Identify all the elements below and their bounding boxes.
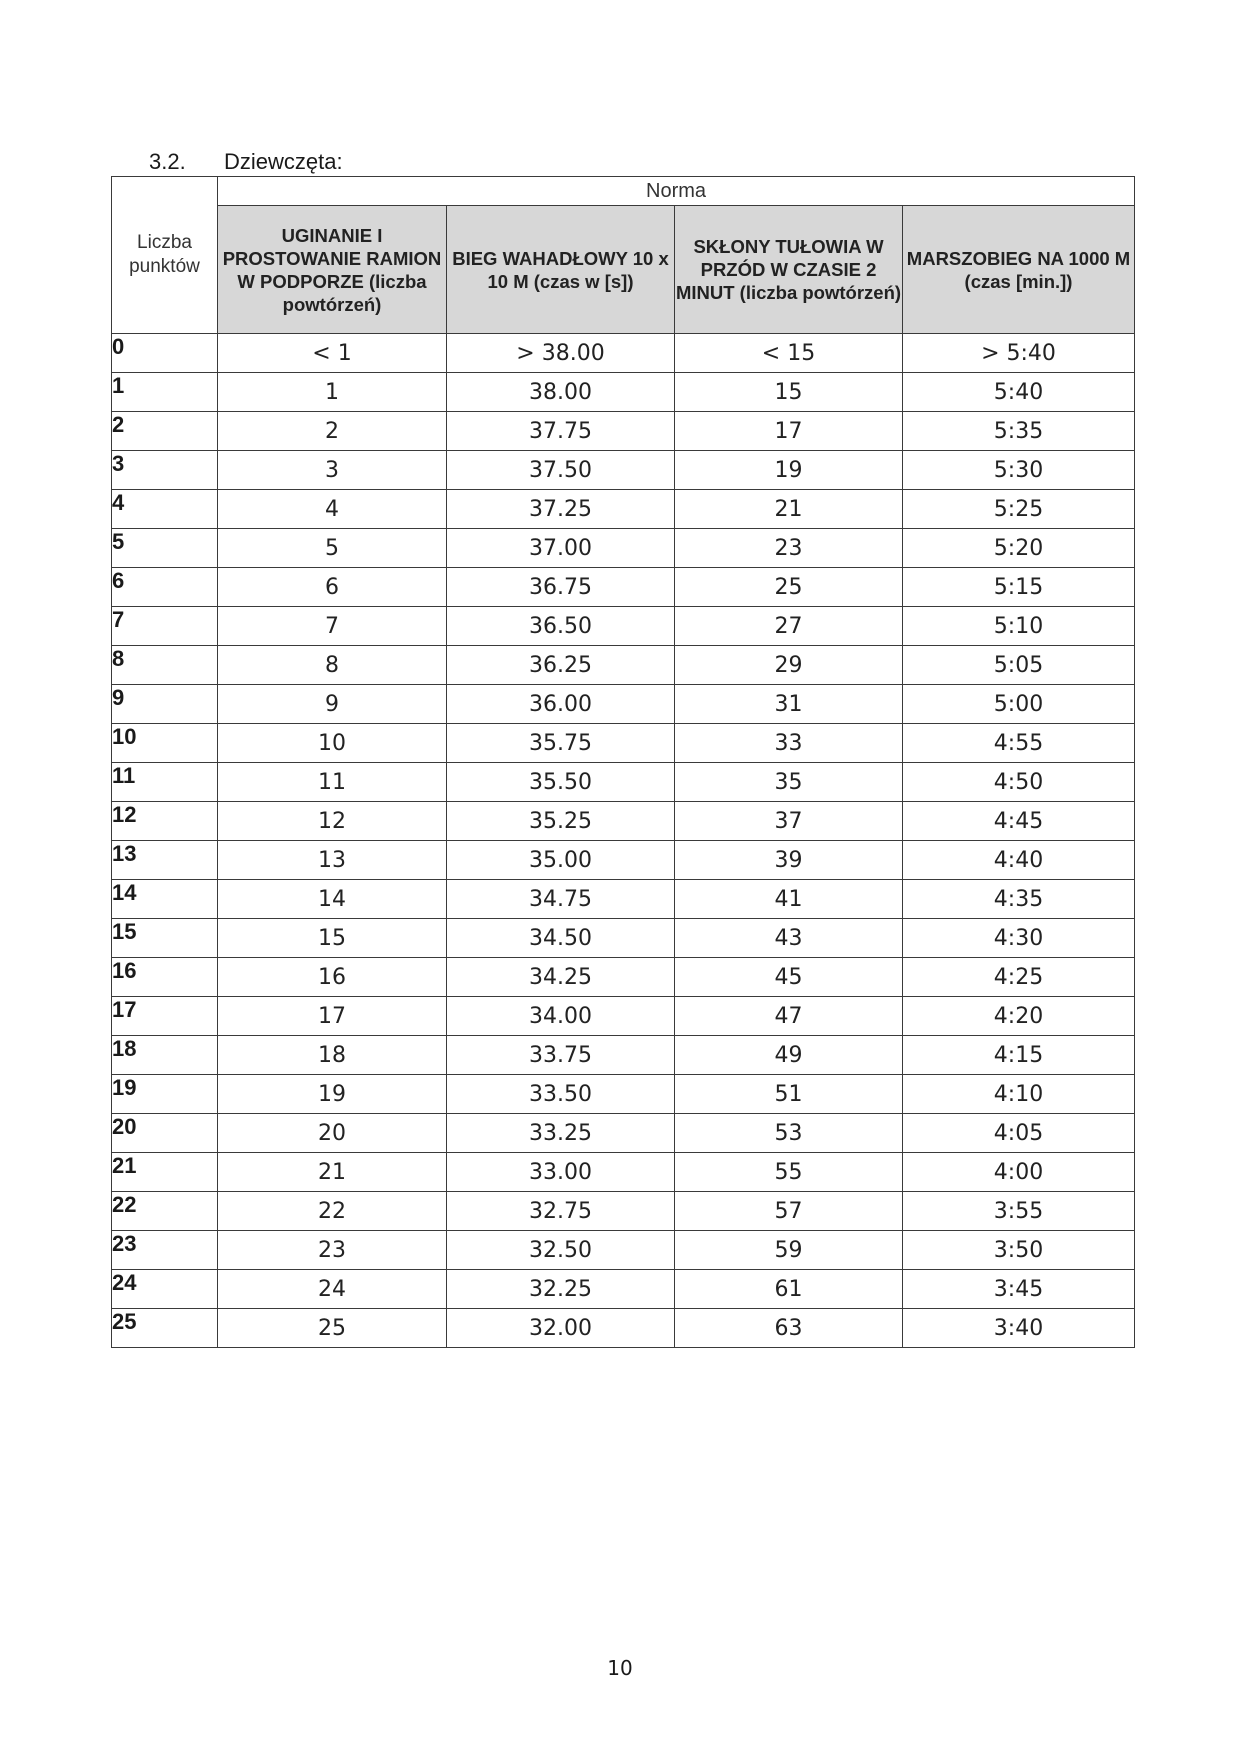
section-number: 3.2.	[149, 149, 186, 174]
table-column-header-row	[112, 206, 1135, 334]
points-cell: 5	[112, 529, 218, 568]
shuttle-run-cell: 36.25	[447, 646, 675, 685]
points-cell: 2	[112, 412, 218, 451]
table-row	[112, 685, 1135, 724]
sit-ups-cell: 31	[675, 685, 903, 724]
table-row	[112, 1309, 1135, 1348]
sit-ups-cell: 39	[675, 841, 903, 880]
table-row	[112, 334, 1135, 373]
push-ups-cell: 17	[218, 997, 447, 1036]
shuttle-run-cell: 35.75	[447, 724, 675, 763]
sit-ups-cell: 41	[675, 880, 903, 919]
sit-ups-cell: 63	[675, 1309, 903, 1348]
points-cell: 24	[112, 1270, 218, 1309]
sit-ups-cell: 51	[675, 1075, 903, 1114]
march-run-cell: 4:35	[903, 880, 1135, 919]
shuttle-run-cell: 37.25	[447, 490, 675, 529]
sit-ups-cell: 55	[675, 1153, 903, 1192]
push-ups-cell: 9	[218, 685, 447, 724]
table-row	[112, 607, 1135, 646]
shuttle-run-cell: 37.75	[447, 412, 675, 451]
shuttle-run-cell: 36.00	[447, 685, 675, 724]
sit-ups-cell: 21	[675, 490, 903, 529]
sit-ups-cell: 23	[675, 529, 903, 568]
march-run-cell: 3:45	[903, 1270, 1135, 1309]
points-column-header: Liczba punktów	[112, 177, 218, 334]
page-number: 10	[607, 1656, 633, 1680]
push-ups-cell: 3	[218, 451, 447, 490]
push-ups-cell: 11	[218, 763, 447, 802]
push-ups-cell: 4	[218, 490, 447, 529]
table-row	[112, 802, 1135, 841]
shuttle-run-cell: 33.75	[447, 1036, 675, 1075]
push-ups-cell: 12	[218, 802, 447, 841]
points-cell: 4	[112, 490, 218, 529]
shuttle-run-cell: 35.00	[447, 841, 675, 880]
table-group-header-row	[112, 177, 1135, 206]
march-run-cell: 5:00	[903, 685, 1135, 724]
table-row	[112, 1153, 1135, 1192]
table-row	[112, 880, 1135, 919]
march-run-cell: 3:40	[903, 1309, 1135, 1348]
shuttle-run-cell: 33.00	[447, 1153, 675, 1192]
march-run-cell: > 5:40	[903, 334, 1135, 373]
sit-ups-cell: 59	[675, 1231, 903, 1270]
sit-ups-cell: 27	[675, 607, 903, 646]
sit-ups-cell: 43	[675, 919, 903, 958]
column-header-push-ups: UGINANIE I PROSTOWANIE RAMION W PODPORZE (liczba powtórzeń)	[218, 206, 447, 334]
points-cell: 23	[112, 1231, 218, 1270]
points-cell: 13	[112, 841, 218, 880]
sit-ups-cell: 53	[675, 1114, 903, 1153]
shuttle-run-cell: 34.00	[447, 997, 675, 1036]
points-cell: 3	[112, 451, 218, 490]
points-cell: 10	[112, 724, 218, 763]
sit-ups-cell: 17	[675, 412, 903, 451]
table-row	[112, 997, 1135, 1036]
shuttle-run-cell: 32.75	[447, 1192, 675, 1231]
points-cell: 8	[112, 646, 218, 685]
points-cell: 6	[112, 568, 218, 607]
points-cell: 1	[112, 373, 218, 412]
points-cell: 20	[112, 1114, 218, 1153]
table-row	[112, 958, 1135, 997]
table-row	[112, 412, 1135, 451]
march-run-cell: 4:30	[903, 919, 1135, 958]
table-row	[112, 1036, 1135, 1075]
points-cell: 12	[112, 802, 218, 841]
march-run-cell: 4:20	[903, 997, 1135, 1036]
points-cell: 0	[112, 334, 218, 373]
section-heading	[149, 149, 343, 175]
shuttle-run-cell: 32.50	[447, 1231, 675, 1270]
push-ups-cell: 14	[218, 880, 447, 919]
shuttle-run-cell: 36.75	[447, 568, 675, 607]
points-cell: 17	[112, 997, 218, 1036]
table-row	[112, 1270, 1135, 1309]
march-run-cell: 4:40	[903, 841, 1135, 880]
shuttle-run-cell: 36.50	[447, 607, 675, 646]
push-ups-cell: 25	[218, 1309, 447, 1348]
march-run-cell: 4:10	[903, 1075, 1135, 1114]
push-ups-cell: 7	[218, 607, 447, 646]
push-ups-cell: 19	[218, 1075, 447, 1114]
shuttle-run-cell: 32.25	[447, 1270, 675, 1309]
points-cell: 9	[112, 685, 218, 724]
table-row	[112, 919, 1135, 958]
push-ups-cell: 24	[218, 1270, 447, 1309]
points-cell: 21	[112, 1153, 218, 1192]
points-cell: 25	[112, 1309, 218, 1348]
sit-ups-cell: 15	[675, 373, 903, 412]
table-row	[112, 724, 1135, 763]
march-run-cell: 4:15	[903, 1036, 1135, 1075]
section-title: Dziewczęta:	[224, 149, 343, 174]
shuttle-run-cell: 37.50	[447, 451, 675, 490]
table-body	[112, 334, 1135, 1348]
push-ups-cell: 6	[218, 568, 447, 607]
march-run-cell: 5:20	[903, 529, 1135, 568]
points-cell: 16	[112, 958, 218, 997]
push-ups-cell: 13	[218, 841, 447, 880]
table-row	[112, 763, 1135, 802]
push-ups-cell: 18	[218, 1036, 447, 1075]
push-ups-cell: 21	[218, 1153, 447, 1192]
march-run-cell: 3:50	[903, 1231, 1135, 1270]
shuttle-run-cell: 34.50	[447, 919, 675, 958]
sit-ups-cell: 33	[675, 724, 903, 763]
points-cell: 18	[112, 1036, 218, 1075]
sit-ups-cell: 35	[675, 763, 903, 802]
shuttle-run-cell: 32.00	[447, 1309, 675, 1348]
push-ups-cell: 15	[218, 919, 447, 958]
sit-ups-cell: 19	[675, 451, 903, 490]
column-header-march-run: MARSZOBIEG NA 1000 M (czas [min.])	[903, 206, 1135, 334]
push-ups-cell: 20	[218, 1114, 447, 1153]
push-ups-cell: 23	[218, 1231, 447, 1270]
sit-ups-cell: 49	[675, 1036, 903, 1075]
march-run-cell: 5:15	[903, 568, 1135, 607]
sit-ups-cell: < 15	[675, 334, 903, 373]
table-row	[112, 529, 1135, 568]
sit-ups-cell: 29	[675, 646, 903, 685]
shuttle-run-cell: > 38.00	[447, 334, 675, 373]
points-cell: 7	[112, 607, 218, 646]
sit-ups-cell: 25	[675, 568, 903, 607]
shuttle-run-cell: 38.00	[447, 373, 675, 412]
shuttle-run-cell: 33.25	[447, 1114, 675, 1153]
table-row	[112, 490, 1135, 529]
push-ups-cell: 1	[218, 373, 447, 412]
shuttle-run-cell: 35.25	[447, 802, 675, 841]
shuttle-run-cell: 35.50	[447, 763, 675, 802]
table-row	[112, 568, 1135, 607]
push-ups-cell: < 1	[218, 334, 447, 373]
sit-ups-cell: 57	[675, 1192, 903, 1231]
fitness-norms-table	[111, 176, 1135, 1348]
points-cell: 22	[112, 1192, 218, 1231]
march-run-cell: 3:55	[903, 1192, 1135, 1231]
march-run-cell: 5:25	[903, 490, 1135, 529]
table-row	[112, 841, 1135, 880]
points-cell: 14	[112, 880, 218, 919]
norma-group-header: Norma	[218, 177, 1135, 206]
march-run-cell: 5:40	[903, 373, 1135, 412]
sit-ups-cell: 45	[675, 958, 903, 997]
points-cell: 15	[112, 919, 218, 958]
march-run-cell: 5:30	[903, 451, 1135, 490]
march-run-cell: 4:05	[903, 1114, 1135, 1153]
sit-ups-cell: 61	[675, 1270, 903, 1309]
march-run-cell: 4:25	[903, 958, 1135, 997]
push-ups-cell: 22	[218, 1192, 447, 1231]
sit-ups-cell: 47	[675, 997, 903, 1036]
table-row	[112, 1231, 1135, 1270]
shuttle-run-cell: 34.25	[447, 958, 675, 997]
march-run-cell: 4:55	[903, 724, 1135, 763]
push-ups-cell: 10	[218, 724, 447, 763]
table-row	[112, 1114, 1135, 1153]
push-ups-cell: 16	[218, 958, 447, 997]
column-header-shuttle-run: BIEG WAHADŁOWY 10 x 10 M (czas w [s])	[447, 206, 675, 334]
sit-ups-cell: 37	[675, 802, 903, 841]
table-row	[112, 646, 1135, 685]
table-row	[112, 373, 1135, 412]
table-row	[112, 1075, 1135, 1114]
march-run-cell: 4:50	[903, 763, 1135, 802]
march-run-cell: 5:35	[903, 412, 1135, 451]
shuttle-run-cell: 34.75	[447, 880, 675, 919]
points-cell: 11	[112, 763, 218, 802]
march-run-cell: 5:05	[903, 646, 1135, 685]
push-ups-cell: 8	[218, 646, 447, 685]
shuttle-run-cell: 33.50	[447, 1075, 675, 1114]
shuttle-run-cell: 37.00	[447, 529, 675, 568]
push-ups-cell: 2	[218, 412, 447, 451]
points-cell: 19	[112, 1075, 218, 1114]
column-header-sit-ups: SKŁONY TUŁOWIA W PRZÓD W CZASIE 2 MINUT (liczba powtórzeń)	[675, 206, 903, 334]
march-run-cell: 4:45	[903, 802, 1135, 841]
table-row	[112, 451, 1135, 490]
march-run-cell: 5:10	[903, 607, 1135, 646]
march-run-cell: 4:00	[903, 1153, 1135, 1192]
table-row	[112, 1192, 1135, 1231]
push-ups-cell: 5	[218, 529, 447, 568]
